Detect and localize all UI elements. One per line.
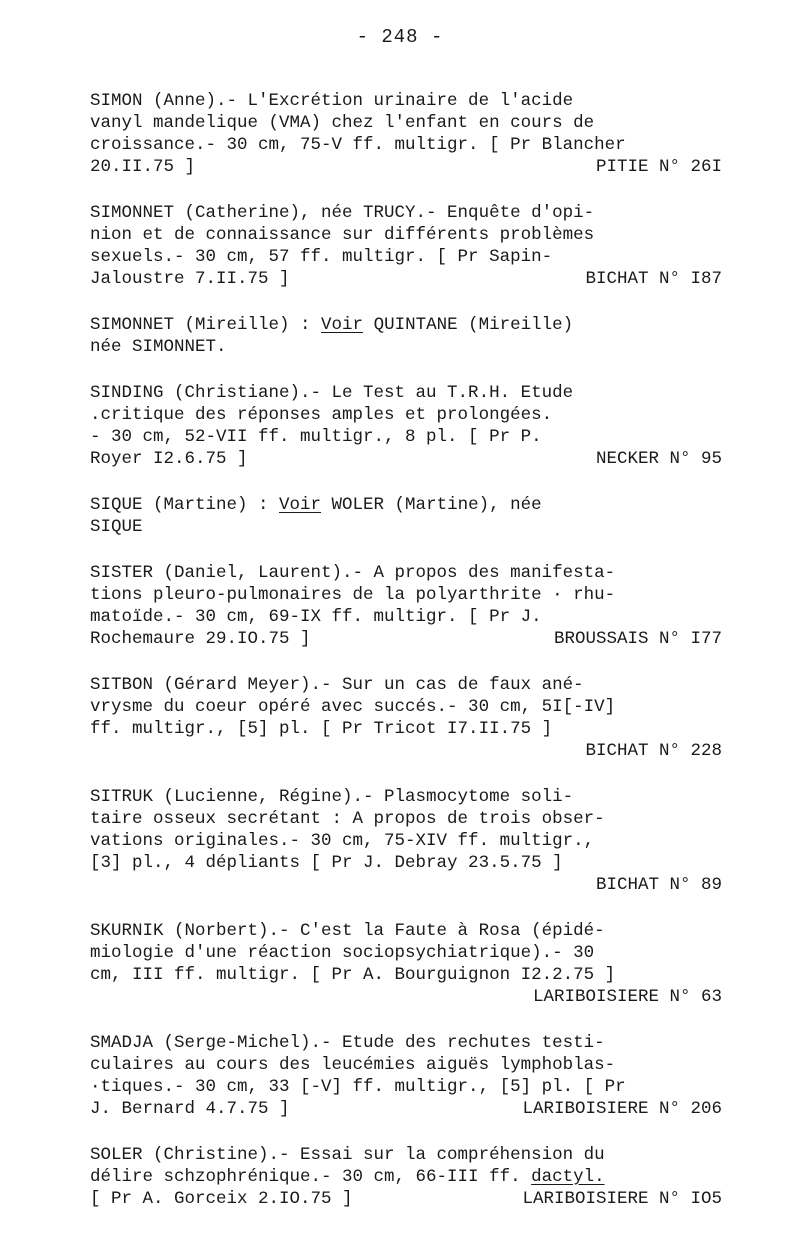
entry-line: Royer I2.6.75 ] NECKER N° 95: [90, 449, 722, 469]
entry-line: [90, 874, 722, 896]
entry-line: - 30 cm, 52-VII ff. multigr., 8 pl. [ Pr P.: [90, 427, 542, 447]
entry-line: SIMONNET (Mireille) : Voir QUINTANE (Mireille): [90, 315, 574, 335]
bibliography-entry: [90, 1144, 722, 1210]
entry-line: cm, III ff. multigr. [ Pr A. Bourguignon I2.2.75 ]: [90, 965, 616, 985]
entry-line: SITRUK (Lucienne, Régine).- Plasmocytome soli-: [90, 787, 574, 807]
entry-line: matoïde.- 30 cm, 69-IX ff. multigr. [ Pr J.: [90, 607, 542, 627]
entry-line: [ Pr A. Gorceix 2.IO.75 ] LARIBOISIERE N° IO5: [90, 1189, 722, 1209]
library-location: LARIBOISIERE N° IO5: [522, 1189, 722, 1209]
entry-line: vrysme du coeur opéré avec succés.- 30 cm, 5I[-IV]: [90, 697, 616, 717]
library-location: BICHAT N° I87: [585, 269, 722, 289]
entry-line: nion et de connaissance sur différents problèmes: [90, 225, 595, 245]
entry-line: SINDING (Christiane).- Le Test au T.R.H. Etude: [90, 383, 574, 403]
entry-line: SIMONNET (Catherine), née TRUCY.- Enquête d'opi-: [90, 203, 595, 223]
entry-line: miologie d'une réaction sociopsychiatrique).- 30: [90, 943, 595, 963]
entry-line: [90, 986, 722, 1008]
cross-reference-entry: [90, 494, 722, 538]
library-location: BROUSSAIS N° I77: [553, 629, 722, 649]
entry-line: SOLER (Christine).- Essai sur la compréhension du: [90, 1145, 605, 1165]
entry-line: SKURNIK (Norbert).- C'est la Faute à Rosa (épidé-: [90, 921, 605, 941]
entry-line: 20.II.75 ] PITIE N° 26I: [90, 157, 722, 177]
entry-line: née SIMONNET.: [90, 337, 227, 357]
entry-line: taire osseux secrétant : A propos de trois obser-: [90, 809, 605, 829]
library-location: LARIBOISIERE N° 206: [522, 1099, 722, 1119]
entry-line: SMADJA (Serge-Michel).- Etude des rechutes testi-: [90, 1033, 605, 1053]
entry-line: Jaloustre 7.II.75 ] BICHAT N° I87: [90, 269, 722, 289]
entry-line: SITBON (Gérard Meyer).- Sur un cas de faux ané-: [90, 675, 584, 695]
bibliography-entries: [90, 90, 722, 1234]
entry-line: J. Bernard 4.7.75 ] LARIBOISIERE N° 206: [90, 1099, 722, 1119]
bibliography-entry: [90, 674, 722, 762]
entry-line: SIQUE: [90, 517, 143, 537]
entry-line: vations originales.- 30 cm, 75-XIV ff. multigr.,: [90, 831, 595, 851]
entry-line: ff. multigr., [5] pl. [ Pr Tricot I7.II.75 ]: [90, 719, 553, 739]
entry-line: délire schzophrénique.- 30 cm, 66-III ff. dactyl.: [90, 1167, 605, 1187]
voir-reference: Voir: [279, 495, 322, 515]
entry-line: sexuels.- 30 cm, 57 ff. multigr. [ Pr Sapin-: [90, 247, 553, 267]
entry-line: vanyl mandelique (VMA) chez l'enfant en cours de: [90, 113, 595, 133]
bibliography-entry: [90, 920, 722, 1008]
page-number: - 248 -: [356, 26, 444, 48]
entry-line: [90, 740, 722, 762]
dactyl-note: dactyl.: [531, 1167, 605, 1187]
entry-line: tions pleuro-pulmonaires de la polyarthrite · rhu-: [90, 585, 616, 605]
cross-reference-entry: [90, 314, 722, 358]
entry-line: culaires au cours des leucémies aiguës lymphoblas-: [90, 1055, 616, 1075]
entry-line: .critique des réponses amples et prolongées.: [90, 405, 553, 425]
entry-line: SIQUE (Martine) : Voir WOLER (Martine), née: [90, 495, 542, 515]
entry-line: ·tiques.- 30 cm, 33 [-V] ff. multigr., [5] pl. [ Pr: [90, 1077, 626, 1097]
entry-line: SISTER (Daniel, Laurent).- A propos des manifesta-: [90, 563, 616, 583]
bibliography-entry: [90, 786, 722, 896]
library-location: PITIE N° 26I: [595, 157, 722, 177]
library-location: BICHAT N° 89: [595, 875, 722, 895]
entry-line: croissance.- 30 cm, 75-V ff. multigr. [ Pr Blancher: [90, 135, 626, 155]
entry-line: [3] pl., 4 dépliants [ Pr J. Debray 23.5.75 ]: [90, 853, 563, 873]
entry-line: Rochemaure 29.IO.75 ] BROUSSAIS N° I77: [90, 629, 722, 649]
library-location: LARIBOISIERE N° 63: [532, 987, 722, 1007]
bibliography-entry: [90, 1032, 722, 1120]
library-location: BICHAT N° 228: [585, 741, 722, 761]
library-location: NECKER N° 95: [595, 449, 722, 469]
bibliography-entry: [90, 562, 722, 650]
bibliography-entry: [90, 382, 722, 470]
bibliography-entry: [90, 90, 722, 178]
entry-line: SIMON (Anne).- L'Excrétion urinaire de l'acide: [90, 91, 574, 111]
voir-reference: Voir: [321, 315, 364, 335]
bibliography-entry: [90, 202, 722, 290]
